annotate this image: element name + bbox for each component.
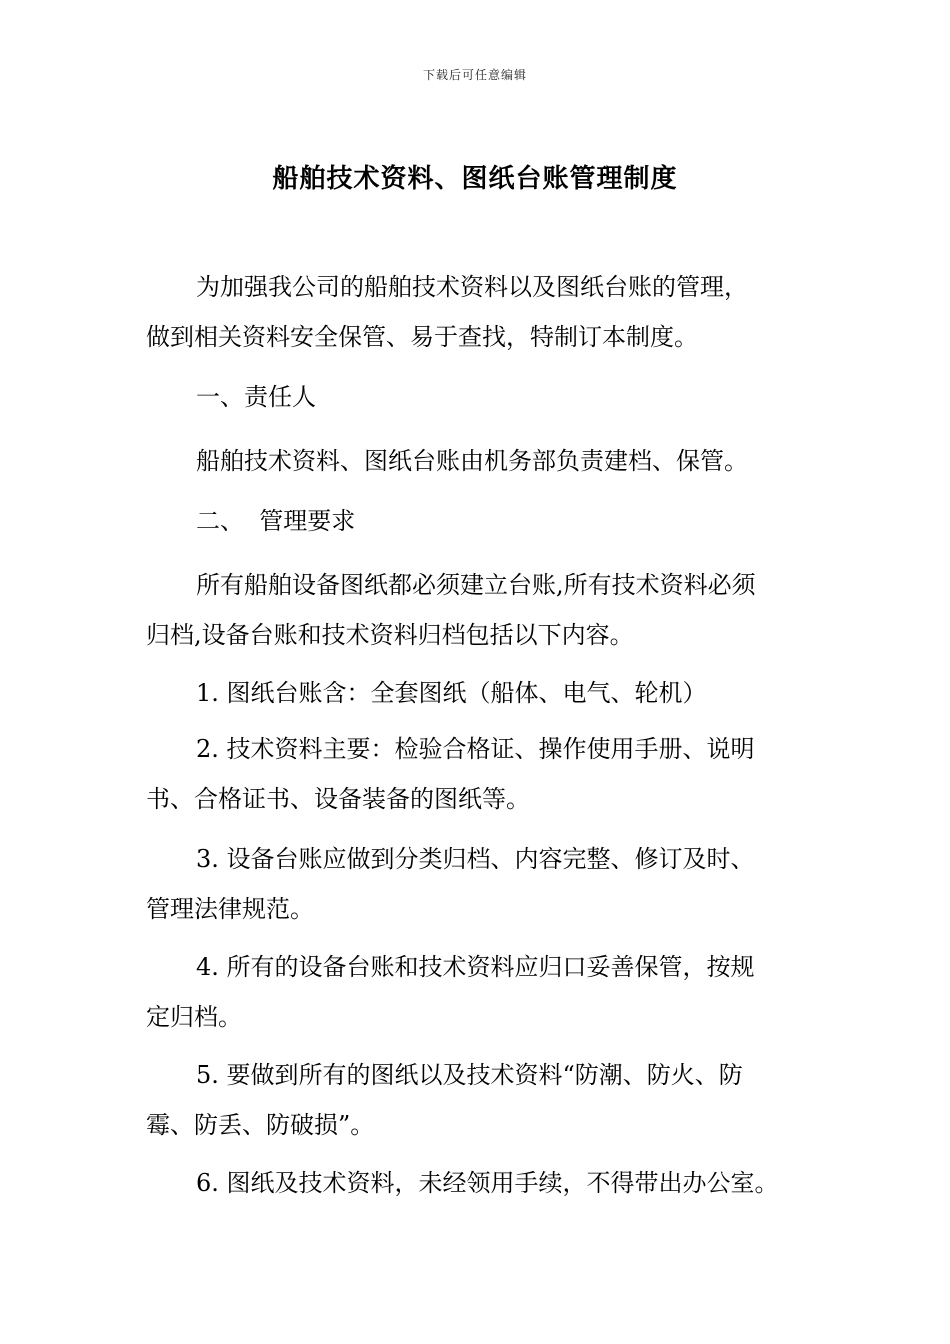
- paragraph-line: 为加强我公司的船舶技术资料以及图纸台账的管理，: [196, 273, 748, 301]
- paragraph-line: 所有船舶设备图纸都必须建立台账,所有技术资料必须: [196, 571, 756, 599]
- paragraph-line: 3. 设备台账应做到分类归档、内容完整、修订及时、: [196, 845, 755, 873]
- paragraph-line: 4. 所有的设备台账和技术资料应归口妥善保管，按规: [196, 953, 755, 981]
- paragraph-line: 船舶技术资料、图纸台账由机务部负责建档、保管。: [196, 447, 748, 475]
- section-heading-requirements: [146, 496, 810, 546]
- paragraph-line: 2. 技术资料主要：检验合格证、操作使用手册、说明: [196, 735, 755, 763]
- section-heading-text: 二、 管理要求: [196, 507, 356, 535]
- requirements-paragraph: [146, 560, 810, 660]
- list-item: [146, 668, 810, 718]
- list-item: [146, 724, 810, 824]
- document-title: 船舶技术资料、图纸台账管理制度: [272, 164, 678, 194]
- paragraph-line: 5. 要做到所有的图纸以及技术资料“防潮、防火、防: [196, 1061, 743, 1089]
- paragraph-line: 做到相关资料安全保管、易于查找，特制订本制度。: [146, 323, 698, 351]
- paragraph-line: 管理法律规范。: [146, 895, 314, 923]
- paragraph-line: 霉、防丢、防破损”。: [146, 1111, 375, 1139]
- paragraph-line: 书、合格证书、设备装备的图纸等。: [146, 785, 530, 813]
- header-note: 下载后可任意编辑: [422, 68, 527, 82]
- paragraph-line: 定归档。: [146, 1003, 242, 1031]
- list-item: [146, 834, 810, 934]
- list-item: [146, 1158, 810, 1208]
- paragraph-line: 归档,设备台账和技术资料归档包括以下内容。: [146, 621, 634, 649]
- list-item: [146, 1050, 810, 1150]
- paragraph-line: 6. 图纸及技术资料，未经领用手续，不得带出办公室。: [196, 1169, 779, 1197]
- section-heading-responsible: [146, 372, 810, 422]
- intro-paragraph: [146, 262, 810, 362]
- list-item: [146, 942, 810, 1042]
- section-heading-text: 一、责任人: [196, 383, 316, 411]
- paragraph-line: 1. 图纸台账含：全套图纸（船体、电气、轮机）: [196, 679, 707, 707]
- responsible-paragraph: [146, 436, 810, 486]
